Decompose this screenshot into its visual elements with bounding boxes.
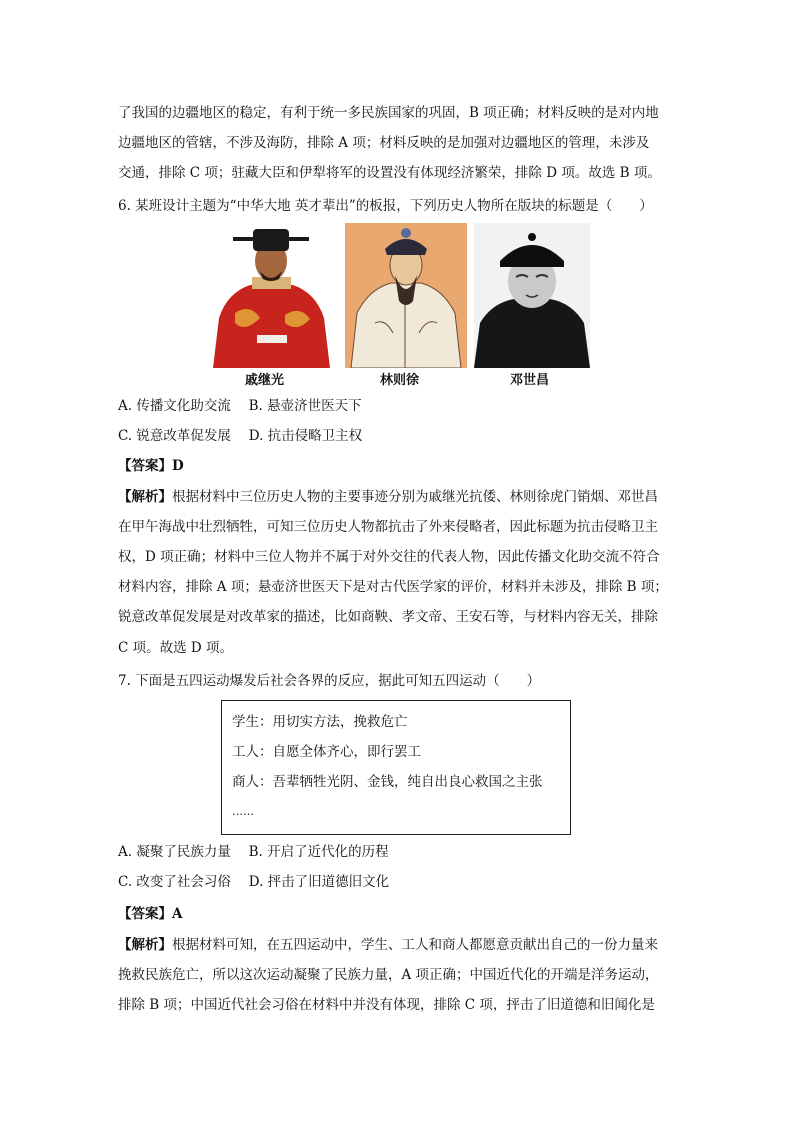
option-line: C. 锐意改革促发展 D. 抗击侵略卫主权 xyxy=(118,428,363,444)
portrait-caption: 林则徐 xyxy=(380,373,420,388)
text-line: 了我国的边疆地区的稳定，有利于统一多民族国家的巩固，B 项正确；材料反映的是对内地 xyxy=(118,105,659,121)
portrait-qi-jiguang xyxy=(205,223,338,368)
material-box xyxy=(221,700,571,835)
question-6-stem: 6. 某班设计主题为“中华大地 英才辈出”的板报，下列历史人物所在版块的标题是（ ） xyxy=(118,198,653,214)
analysis-text: 根据材料中三位历史人物的主要事迹分别为戚继光抗倭、林则徐虎门销烟、邓世昌 xyxy=(172,489,658,505)
analysis-tag: 【解析】 xyxy=(118,937,172,953)
portrait-row xyxy=(205,223,595,388)
portrait-caption: 戚继光 xyxy=(245,373,285,388)
material-line: 工人：自愿全体齐心，即行罢工 xyxy=(232,744,421,760)
text-line: 交通，排除 C 项；驻藏大臣和伊犁将军的设置没有体现经济繁荣，排除 D 项。故选 B 项。 xyxy=(118,165,661,181)
option-line: A. 凝聚了民族力量 B. 开启了近代化的历程 xyxy=(118,844,389,860)
analysis-text: 根据材料可知，在五四运动中，学生、工人和商人都愿意贡献出自己的一份力量来 xyxy=(172,937,658,953)
analysis-tag: 【解析】 xyxy=(118,489,172,505)
material-ellipsis: …… xyxy=(232,805,254,818)
analysis-line: 材料内容，排除 A 项；悬壶济世医天下是对古代医学家的评价，材料并未涉及，排除 B 项； xyxy=(118,579,668,595)
material-line: 商人：吾辈牺牲光阴、金钱，纯自出良心救国之主张 xyxy=(232,774,543,790)
analysis-line: 挽救民族危亡，所以这次运动凝聚了民族力量，A 项正确；中国近代化的开端是洋务运动， xyxy=(118,967,659,983)
text-line: 边疆地区的管辖，不涉及海防，排除 A 项；材料反映的是加强对边疆地区的管理，未涉及 xyxy=(118,135,650,151)
analysis-line: C 项。故选 D 项。 xyxy=(118,640,234,656)
option-line: A. 传播文化助交流 B. 悬壶济世医天下 xyxy=(118,398,362,414)
answer-label: 【答案】A xyxy=(118,906,183,922)
analysis-line: 在甲午海战中壮烈牺牲，可知三位历史人物都抗击了外来侵略者，因此标题为抗击侵略卫主 xyxy=(118,519,658,535)
material-line: 学生：用切实方法，挽救危亡 xyxy=(232,714,408,730)
analysis-line: 锐意改革促发展是对改革家的描述，比如商鞅、孝文帝、王安石等，与材料内容无关，排除 xyxy=(118,609,658,625)
portrait-lin-zexu xyxy=(345,223,467,368)
question-7-stem: 7. 下面是五四运动爆发后社会各界的反应，据此可知五四运动（ ） xyxy=(118,673,541,689)
portrait-caption: 邓世昌 xyxy=(510,373,550,388)
option-line: C. 改变了社会习俗 D. 抨击了旧道德旧文化 xyxy=(118,874,390,890)
answer-label: 【答案】D xyxy=(118,458,184,474)
portrait-deng-shichang xyxy=(474,223,590,368)
analysis-line xyxy=(118,936,658,954)
analysis-line: 权，D 项正确；材料中三位人物并不属于对外交往的代表人物，因此传播文化助交流不符合 xyxy=(118,549,660,565)
analysis-line: 排除 B 项；中国近代社会习俗在材料中并没有体现，排除 C 项，抨击了旧道德和旧闻化是 xyxy=(118,997,655,1013)
analysis-line xyxy=(118,488,658,506)
